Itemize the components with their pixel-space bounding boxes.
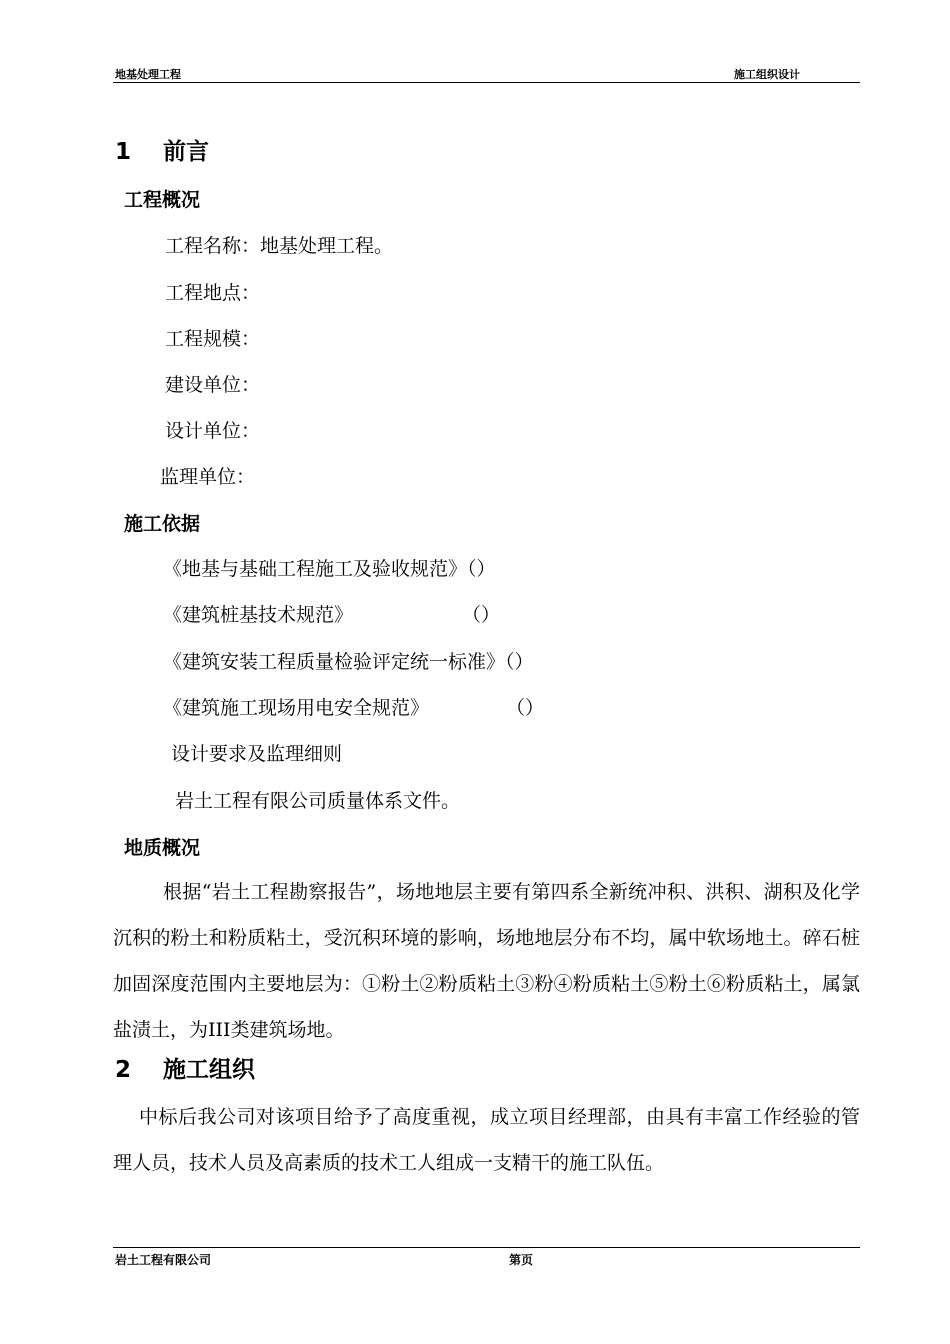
header-rule bbox=[113, 82, 860, 83]
footer-page: 第页 bbox=[509, 1253, 534, 1267]
header-right: 施工组织设计 bbox=[734, 68, 800, 81]
basis-item-2: 《建筑桩基技术规范》 bbox=[163, 604, 354, 626]
supervision-unit: 监理单位： bbox=[160, 466, 256, 488]
organization-paragraph: 中标后我公司对该项目给予了高度重视，成立项目经理部，由具有丰富工作经验的管理人员，技术人员及高素质的技术工人组成一支精干的施工队伍。 bbox=[113, 1106, 860, 1174]
section-2-title: 施工组织 bbox=[163, 1057, 255, 1083]
section-1-number: 1 bbox=[115, 139, 132, 165]
design-unit: 设计单位： bbox=[165, 420, 261, 442]
overview-heading: 工程概况 bbox=[124, 189, 201, 211]
header-left: 地基处理工程 bbox=[115, 68, 181, 81]
geology-paragraph: 根据“岩土工程勘察报告”，场地地层主要有第四系全新统冲积、洪积、湖积及化学沉积的粉土和粉质粘土，受沉积环境的影响，场地地层分布不均，属中软场地土。碎石桩加固深度范围内主要地层为：①粉土②粉质粘土③粉④粉质粘土⑤粉土⑥粉质粘土，属氯盐渍土，为III类建筑场地。 bbox=[113, 881, 860, 1041]
basis-item-3: 《建筑安装工程质量检验评定统一标准》（） bbox=[163, 651, 534, 673]
basis-item-6: 岩土工程有限公司质量体系文件。 bbox=[175, 790, 461, 812]
section-1-title: 前言 bbox=[163, 139, 209, 165]
project-name: 工程名称：地基处理工程。 bbox=[165, 235, 394, 257]
footer-company: 岩土工程有限公司 bbox=[115, 1253, 212, 1267]
basis-heading: 施工依据 bbox=[124, 513, 201, 535]
section-2-heading bbox=[115, 1058, 255, 1082]
basis-item-2-code: （） bbox=[462, 604, 501, 626]
geology-heading: 地质概况 bbox=[124, 837, 201, 859]
basis-item-1: 《地基与基础工程施工及验收规范》（） bbox=[163, 558, 496, 580]
section-2-number: 2 bbox=[115, 1057, 132, 1083]
basis-item-4-code: （） bbox=[506, 697, 545, 719]
project-location: 工程地点： bbox=[165, 282, 261, 304]
basis-item-5: 设计要求及监理细则 bbox=[171, 743, 343, 765]
basis-item-4: 《建筑施工现场用电安全规范》 bbox=[163, 697, 430, 719]
section-1-heading bbox=[115, 140, 209, 164]
project-scale: 工程规模： bbox=[165, 328, 261, 350]
builder-unit: 建设单位： bbox=[165, 374, 261, 396]
footer-rule bbox=[113, 1247, 860, 1248]
